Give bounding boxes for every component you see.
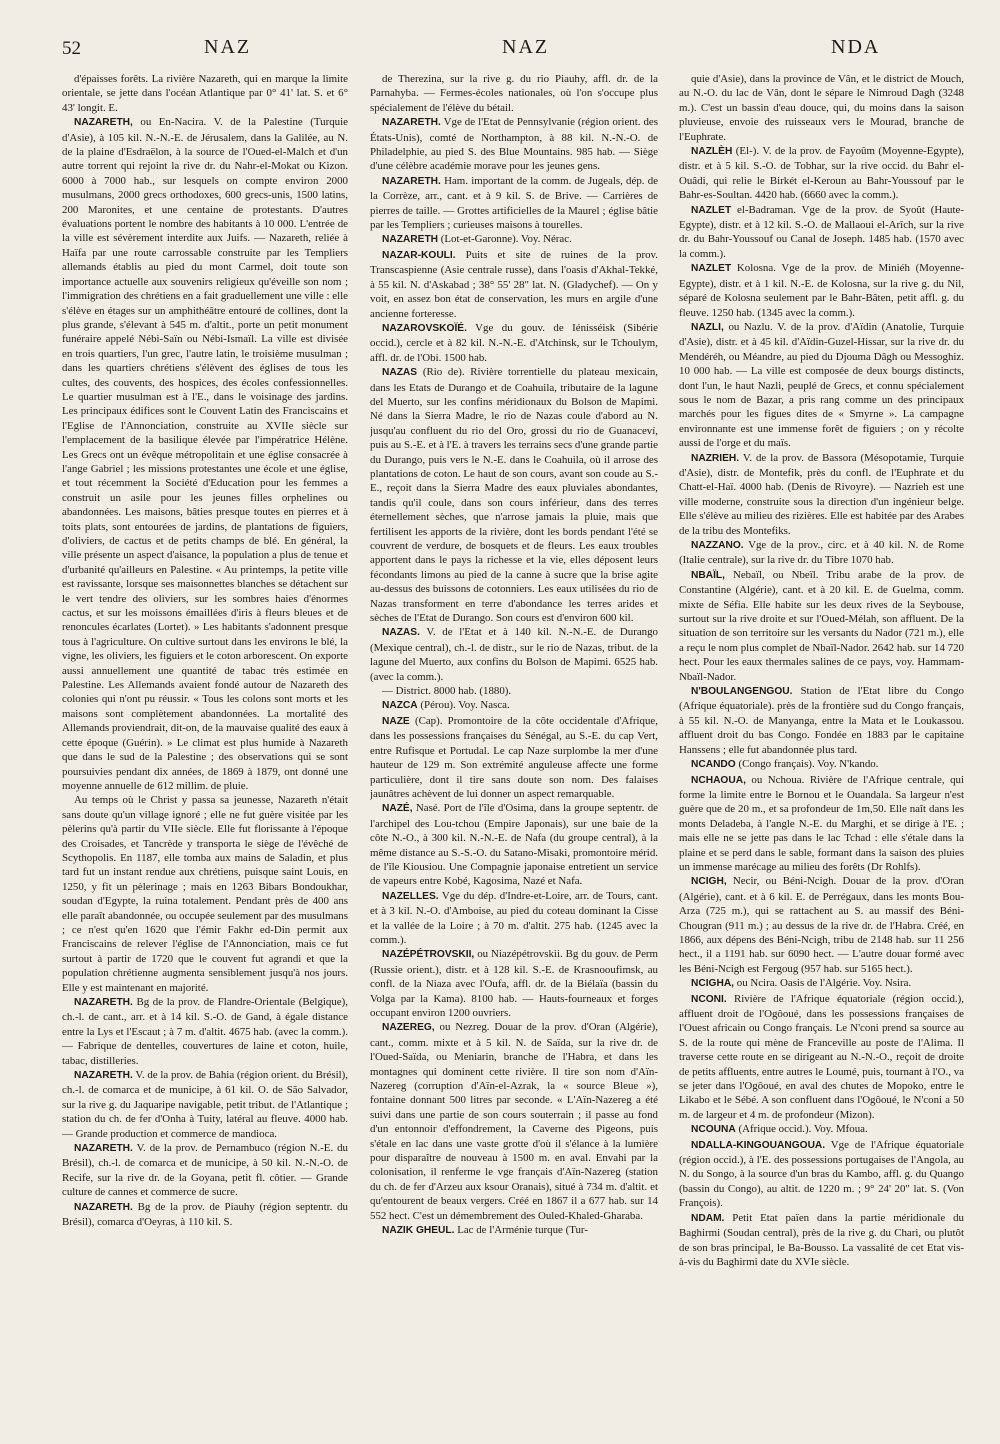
entry-headword: NAZARETH. — [74, 1070, 133, 1082]
entry-text: Bg de la prov. de Piauhy (région septentr. du Brésil), comarca d'Oeyras, à 110 kil. S. — [62, 1200, 348, 1229]
entry-text: — District. 8000 hab. (1880). — [382, 685, 512, 698]
entry-headword: NAZLET — [691, 204, 732, 216]
entry-text: Nebaïl, ou Nbeïl. Tribu arabe de la prov. de Constantine (Algérie), cant. et à 20 kil. E. de Guelma, comm. mixte de Séfia. Elle habite sur les deux rives de la Seybouse, surtout sur la rive droite et sur l'Oued-Mélah, son affluent. De la situation de son territoire sur les versants du Nador (721 m.), elle a reçu le nom plus complet de Nbaïl-Nador. 2642 hab. sur 14 720 hect. Pour les eaux thermales salines de ce pays, voy. Hammam-Nbaïl-Nador. — [679, 568, 964, 683]
running-head-right: NDA — [831, 36, 881, 58]
entry-text: Vge du gouv. de Iénisséisk (Sibérie occid.), cercle et à 82 kil. N.-N.-E. d'Atchinsk, sur le Tchoulym, affl. dr. de l'Obi. 1500 hab. — [370, 321, 658, 364]
entry-headword: NAZARETH — [382, 234, 439, 246]
entry-text: d'épaisses forêts. La rivière Nazareth, qui en marque la limite orientale, se jette dans l'océan Atlantique par 0° 41' lat. S. et 6° 43' longit. E. — [62, 73, 348, 114]
entry-headword: NCIGH, — [691, 876, 727, 888]
dictionary-entry — [679, 1122, 964, 1137]
entry-text: Au temps où le Christ y passa sa jeunesse, Nazareth n'était sans doute qu'un village ignoré ; elle ne fut guère visitée par les pèlerins qu'à partir du VIIe siècle. Elle fut florissante à l'époque des Croisades, et Tancrède y transporta le siège de l'évêché de Scythopolis. En 1187, elle tomba aux mains de Saladin, et plus tard fut un instant rendue aux chrétiens, puisque saint Louis, en 1250, y fit un pèlerinage ; mais en 1263 Bibars Bondoukhar, soudan d'Egypte, la ruina totalement. Pendant près de 400 ans elle paraît abandonnée, ou occupée seulement par des musulmans ; ce n'est qu'en 1620 que l'émir Fakhr ed-Din permit aux Franciscains de relever l'église de l'Annonciation, mais ce fut surtout à partir de 1720 que le couvent fut agrandi et que la population chrétienne augmenta sensiblement jusqu'à nos jours. Elle y est maintenant en majorité. — [62, 794, 348, 994]
entry-text: Puits et site de ruines de la prov. Transcaspienne (Asie centrale russe), dans l'oasis d'Akhal-Tekké, à 55 kil. N. d'Askabad ; 38° 55' 28" lat. N. (Gladychef). — On y voit, en assez bon état de conservation, les murs en argile d'une ancienne forteresse. — [370, 248, 658, 320]
entry-headword: NDAM. — [691, 1212, 725, 1224]
entry-headword: NAZARETH, — [74, 117, 133, 129]
entry-headword: NAZARETH. — [382, 117, 441, 129]
entry-text: el-Badraman. Vge de la prov. de Syoût (Haute-Egypte), distr. et à 12 kil. S.-O. de Mallaoui el-Arîch, sur la rive dr. du Bahr-Youssouf ou Canal de Joseph. 1485 hab. (1570 avec la comm.). — [679, 203, 964, 260]
dictionary-entry — [370, 889, 658, 948]
dictionary-entry — [370, 1020, 658, 1223]
entry-headword: NCANDO — [691, 759, 736, 771]
entry-text: (Congo français). Voy. N'kando. — [738, 758, 879, 771]
dictionary-entry — [370, 174, 658, 233]
entry-text: Ham. important de la comm. de Jugeals, dép. de la Corrèze, arr., cant. et à 9 kil. S. de Brive. — Carrières de pierres de taille. — Grottes artificielles de la Maurel ; église bâtie par les Templiers ; curieuses maisons à tourelles. — [370, 174, 658, 232]
entry-headword: NAZIK GHEUL. — [382, 1225, 455, 1237]
entry-text: Vge de la prov., circ. et à 40 kil. N. de Rome (Italie centrale), sur la rive dr. du Tibre 1070 hab. — [679, 539, 964, 567]
dictionary-entry — [370, 625, 658, 684]
entry-text: Vge du dép. d'Indre-et-Loire, arr. de Tours, cant. et à 3 kil. N.-O. d'Amboise, au pied du coteau dominant la Cisse et la vallée de la Loire ; à 70 m. d'altit. 275 hab. (1245 avec la comm.). — [370, 889, 658, 946]
running-head-center: NAZ — [502, 36, 550, 58]
entry-text: V. de la prov. de Pernambuco (région N.-E. du Brésil), ch.-l. de comarca et de municipe, à 50 kil. N.-N.-O. de Recife, sur la rive dr. de la Goyana, petit fl. côtier. — Grande culture de cannes et commerce de sucre. — [62, 1142, 348, 1199]
entry-headword: NAZAR-KOULI. — [382, 249, 456, 261]
page-number: 52 — [62, 38, 81, 59]
dictionary-entry — [62, 1200, 348, 1230]
entry-headword: NAZCA — [382, 700, 418, 712]
dictionary-entry — [370, 684, 658, 698]
dictionary-entry — [679, 261, 964, 320]
dictionary-entry — [370, 698, 658, 713]
entry-text: (Lot-et-Garonne). Voy. Nérac. — [440, 233, 572, 246]
entry-headword: NAZLI, — [691, 321, 724, 333]
dictionary-entry — [679, 976, 964, 991]
dictionary-entry — [370, 714, 658, 801]
entry-text: (Cap). Promontoire de la côte occidentale d'Afrique, dans les possessions françaises du Sénégal, au S.-E. du cap Vert, entre Rufisque et Portudal. Le cap Naze surplombe la mer d'une hauteur de 129 m. Son extrémité anguleuse affecte une forme particulière, dont il tire sans doute son nom. Des falaises jaunâtres achèvent de lui donner un aspect remarquable. — [370, 714, 658, 800]
entry-text: V. de la prov. de Bassora (Mésopotamie, Turquie d'Asie), distr. de Montefik, près du confl. de l'Euphrate et du Chatt-el-Haï. 4000 hab. (Denis de Rivoyre). — Nazrieh est une ville moderne, construite sous la direction d'un ingénieur belge. Elle s'élève au milieu des rizières. Elle est habitée par des Arabes de la tribu des Montefiks. — [679, 451, 964, 537]
entry-text: (El-). V. de la prov. de Fayoûm (Moyenne-Egypte), distr. et à 5 kil. S.-O. de Tobhar, sur la rive occid. du Bahr el-Ouâdi, qui relie le Birkét el-Keroun au Bahr-Youssouf par le Bahr-es-Soultan. 4420 hab. (6660 avec la comm.). — [679, 145, 964, 202]
entry-text: Vge de l'Afrique équatoriale (région occid.), à l'E. des possessions portugaises de l'Angola, au N. du Songo, à la source d'un bras du Kambo, affl. g. du Quango (bassin du Congo), au altit. de 1220 m. ; 9° 24' 20" lat. S. (Von François). — [679, 1138, 964, 1210]
dictionary-entry — [679, 144, 964, 203]
entry-text: (Pérou). Voy. Nasca. — [420, 699, 510, 712]
entry-text: Petit Etat païen dans la partie méridionale du Baghirmi (Soudan central), près de la rive g. du Chari, ou plutôt de son bras principal, le Ba-Bousso. La vassalité de cet Etat vis-à-vis du Baghirmi date du XVIe siècle. — [679, 1211, 964, 1268]
entry-text: Vge de l'Etat de Pennsylvanie (région orient. des États-Unis), comté de Northampton, à 88 kil. N.-N.-O. de Philadelphie, au pied S. des Blue Mountains. 985 hab. — Siège d'une célèbre académie morave pour les jeunes gens. — [370, 116, 658, 173]
entry-headword: NCHAOUA, — [691, 774, 746, 786]
dictionary-entry — [62, 72, 348, 115]
dictionary-entry — [62, 1068, 348, 1141]
dictionary-entry — [370, 321, 658, 365]
entry-text: Nasé. Port de l'île d'Osima, dans la groupe septentr. de l'archipel des Lou-tchou (Empire Japonais), sur une baie de la côte N.-O., à 300 kil. N.-N.-E. de Nafa (du groupe central), à la même distance au S.-S.-O. du Satano-Misaki, promontoire mérid. de l'île Kiousiou. Une Compagnie japonaise entretient un service de vapeurs entre Kobé, Kagosima, Nazé et Nafa. — [370, 802, 658, 888]
entry-text: ou En-Nacira. V. de la Palestine (Turquie d'Asie), à 105 kil. N.-N.-E. de Jérusalem, dans la Galilée, au N. de la plaine d'Esdraëlon, à la source de l'Oued-el-Malch et d'un autre torrent qui rejoint la rive dr. du Nahr-el-Mokat ou Kizon. 6000 à 7000 hab., sur lesquels on compte environ 2000 musulmans, 2000 grecs orthodoxes, 600 grecs-unis, 1500 latins, 200 Maronites, et une centaine de protestants. D'autres évaluations portent le nombre des habitants à 10 000. L'entrée de la ville est sévèrement interdite aux Juifs. — Nazareth, reliée à Haïfa par une route carrossable construite par les Templiers allemands établis au pied du mont Carmel, doit toute son importance actuelle aux souvenirs religieux qu'éveille son nom ; l'immigration des chrétiens en a fait graduellement une ville : elle s'élève en étages sur un amphithéâtre entouré de collines, dont la plus grande, s'élevant à 545 m. d'altit., porte un petit monument funéraire appelé Nébi-Saïn ou Nébi-Ismaïl. La ville est divisée en trois quartiers, l'un grec, l'autre latin, le troisième musulman ; dans les quartiers chrétiens s'élèvent des églises de tous les cultes, des couvents, des hospices, des écoles confessionnelles. Le quartier musulman est à l'E., dans le voisinage des jardins. Les principaux édifices sont le Couvent Latin des Franciscains et l'Eglise de l'Annonciation, construite au XVIIe siècle sur l'emplacement de la basilique élevée par l'impératrice Hélène. Les Grecs ont un évêque métropolitain et une église consacrée à l'ange Gabriel ; les missions protestantes une école et une église, et tout récemment la Société d'Education pour les femmes a construit un asile pour les jeunes filles orphelines ou abandonnées. Les maisons, bâties presque toutes en pierres et à toits plats, sont entourées de jardins, de plantations de figuiers, d'oliviers, de cactus et de petits champs de blé. En général, la ville présente un aspect d'aisance, la population a plus de tenue et d'urbanité qu'ailleurs en Palestine. « Au printemps, la petite ville est ravissante, lorsque ses maisonnettes blanches se détachent sur le vert tendre des oliviers, sur les sombres haies d'énormes cactus, et sur les moissons émaillées d'iris à fleurs bleues et de renoncules écarlates (Lortet). » Les habitants s'adonnent presque tous à l'agriculture. On cultive surtout dans les environs le blé, la vigne, les oliviers, les figuiers et le coton arborescent. On exporte aussi annuellement une quantité de tabac très estimée en Palestine. Les Allemands avaient fondé autour de Nazareth des colonies qui n'ont pu réussir. « Tous les colons sont morts et les maisons sont complètement abandonnées. La mortalité des Allemands proviendrait, dit-on, de la mauvaise qualité des eaux à cette époque (Guérin). » Le climat est plus humide à Nazareth que dans le sud de la Palestine ; des observations qui se sont poursuivies pendant dix années, de 1869 à 1879, ont donné une moyenne annuelle de 612 millim. de pluie. — [62, 116, 348, 792]
dictionary-entry — [679, 874, 964, 976]
text-column-1 — [62, 72, 348, 1424]
entry-headword: NAZARETH. — [382, 175, 441, 187]
dictionary-entry — [62, 1141, 348, 1200]
entry-headword: N'BOULANGENGOU. — [691, 686, 793, 698]
entry-headword: NAZAROVSKOÏÉ. — [382, 322, 467, 334]
entry-text: Station de l'Etat libre du Congo (Afrique équatoriale). près de la frontière sud du Congo français, à 55 kil. N.-O. de Manyanga, entre la Mata et le Loukassou. affluent droit du bas Congo. Fondée en 1883 par le capitaine Hanssens ; elle fut abandonnée plus tard. — [679, 685, 964, 756]
dictionary-entry — [679, 203, 964, 262]
entry-text: Bg de la prov. de Flandre-Orientale (Belgique), ch.-l. de cant., arr. et à 14 kil. S.-O. de Gand, à égale distance entre la Lys et l'Escaut ; à 7 m. d'altit. 4675 hab. (avec la comm.). — Fabrique de dentelles, couvertures de laine et coton, huile, tabac, distilleries. — [62, 996, 348, 1067]
entry-text: Lac de l'Arménie turque (Tur- — [457, 1224, 588, 1237]
dictionary-entry — [370, 1223, 658, 1238]
dictionary-entry — [370, 232, 658, 247]
entry-headword: NDALLA-KINGOUANGOUA. — [691, 1139, 826, 1151]
entry-headword: NBAÏL, — [691, 569, 725, 581]
entry-text: ou Nchoua. Rivière de l'Afrique centrale, qui forme la limite entre le Bornou et le Ouandala. Sa largeur n'est guère que de 20 m., et sa profondeur de 1m,50. Elle naît dans les monts Deladeba, à l'angle N.-E. du Marghi, et se dirige à l'E. ; mais elle ne se jette pas dans le lac Tchad : elle s'étale dans la plaine et se perd dans le sable, formant dans la saison des pluies un immense marécage au milieu des forêts (Dr Rohlfs). — [679, 773, 964, 873]
entry-text: Kolosna. Vge de la prov. de Miniéh (Moyenne-Egypte), distr. et à 1 kil. N.-E. de Kolosna, sur la rive g. du Nil, séparé de Kolosna seulement par le Bahr-Bâten, petit affl. g. du fleuve. 1250 hab. (1345 avec la comm.). — [679, 262, 964, 319]
page-header — [0, 34, 1000, 64]
entry-headword: NAZLET — [691, 263, 732, 275]
entry-headword: NAZELLES. — [382, 890, 439, 902]
dictionary-entry — [62, 995, 348, 1068]
dictionary-entry — [370, 365, 658, 625]
entry-text: de Therezina, sur la rive g. du rio Piauhy, affl. dr. de la Parnahyba. — Fermes-écoles nationales, où l'on s'occupe plus spécialement de l'élève du bétail. — [370, 73, 658, 114]
entry-headword: NAZARETH. — [74, 1143, 133, 1155]
dictionary-entry — [679, 568, 964, 684]
dictionary-entry — [370, 115, 658, 174]
entry-headword: NAZARETH. — [74, 1201, 133, 1213]
dictionary-entry — [370, 947, 658, 1020]
dictionary-entry — [370, 248, 658, 321]
entry-text: V. de la prov. de Bahia (région orient. du Brésil), ch.-l. de comarca et de municipe, à 61 kil. O. de São Salvador, sur la rive g. du Jaquaripe navigable, petit tribut. de l'Atlantique ; station du ch. de fer d'Onha à Tuity, latéral au fleuve. 4000 hab. — Grande production et commerce de mandioca. — [62, 1069, 348, 1140]
entry-headword: NAZÉPÉTROVSKII, — [382, 949, 475, 961]
dictionary-entry — [679, 992, 964, 1123]
entry-text: ou Nazlu. V. de la prov. d'Aïdin (Anatolie, Turquie d'Asie), distr. et à 45 kil. d'Aïdin-Guzel-Hissar, sur la rive dr. du Mendéréh, ou Méandre, au pied du Djouma Dâgh ou Messoghiz. 10 000 hab. — La ville est composée de deux bourgs distincts, dont l'un, le haut Nazli, peuplé de Grecs, et connu spécialement sous le nom de Bazar, a pris rang comme un des principaux marchés pour les figues dites de « Smyrne ». La campagne environnante est une immense forêt de figuiers ; on y récolte aussi de l'orge et du maïs. — [679, 320, 964, 450]
dictionary-entry — [679, 451, 964, 538]
entry-text: (Afrique occid.). Voy. Mfoua. — [738, 1123, 868, 1136]
entry-headword: NAZAS. — [382, 627, 420, 639]
running-head-left: NAZ — [204, 36, 252, 58]
dictionary-entry — [370, 72, 658, 115]
dictionary-entry — [679, 773, 964, 875]
entry-text: ou Nezreg. Douar de la prov. d'Oran (Algérie), cant., comm. mixte et à 5 kil. N. de Saïda, sur la rive dr. de l'Oued-Saïda, ou Meniarin, branche de l'Habra, et dans les montagnes qui dominent cette rivière. Il tire son nom d'Aïn-Nazereg (corruption d'Aïn-el-Azrak, la « source Bleue »), fontaine donnant 500 litres par seconde. « L'Aïn-Nazereg a été suivi dans une partie de son cours souterrain ; il passe au fond d'un entonnoir d'effondrement, la Caverne des Pigeons, puis s'étale en lac dans une vaste grotte d'où il s'élance à la lumière pour disparaître de nouveau à 1500 m. en aval. Envahi par la colonisation, il renferme le vge français d'Aïn-Nazereg (station du ch. de fer d'Arzeu aux ksour Oranais), situé à 734 m. d'altit. et qu'entourent de beaux vergers. Créé en 1867 il a 677 hab. sur 14 552 hect. C'est un démembrement des Ouled-Khaled-Gharaba. — [370, 1021, 658, 1222]
dictionary-entry — [62, 793, 348, 995]
text-column-3 — [679, 72, 964, 1424]
text-column-2 — [370, 72, 658, 1424]
entry-headword: NAZRIEH. — [691, 452, 740, 464]
entry-text: ou Niazépétrovskii. Bg du gouv. de Perm (Russie orient.), distr. et à 128 kil. S.-E. de Krasnooufimsk, au confl. de la Niaza avec l'Oufa, affl. dr. de la Biélaïa (bassin du Volga par la Kama). 8100 hab. — Hauts-fourneaux et forges occupant environ 1200 ouvriers. — [370, 948, 658, 1019]
entry-text: V. de l'Etat et à 140 kil. N.-N.-E. de Durango (Mexique central), ch.-l. de distr., sur le rio de Nazas, tribut. de la lagune del Muerto, aux confins du Bolson de Mapimi. 6525 hab. (avec la comm.). — [370, 626, 658, 683]
entry-text: ou Ncira. Oasis de l'Algérie. Voy. Nsira. — [736, 977, 912, 990]
entry-headword: NCOUNA — [691, 1124, 736, 1136]
dictionary-entry — [679, 538, 964, 568]
entry-headword: NAZAS — [382, 367, 418, 379]
entry-text: Rivière de l'Afrique équatoriale (région occid.), affluent droit de l'Ogôoué, dans les possessions françaises de l'Ouest africain ou Congo français. Le N'coni prend sa source au S. de la route qui mène de Franceville au poste de l'Alima. Il traverse cette route en se dirigeant au N.-N.-O., reçoit de droite de petits affluents, entre autres le Loumé, puis, tournant à l'O., va se jeter dans l'Ogôoué, en aval des chutes de Mopoko, entre le Likabo et le Sébé. A son confluent dans l'Ogôoué, le N'coni a 50 m. de largeur et 4 m. de profondeur (Mizon). — [679, 992, 964, 1121]
entry-headword: NAZEREG, — [382, 1022, 435, 1034]
entry-headword: NCIGHA, — [691, 978, 735, 990]
dictionary-entry — [679, 72, 964, 144]
entry-headword: NAZE — [382, 715, 410, 727]
entry-text: Necir, ou Béni-Ncigh. Douar de la prov. d'Oran (Algérie), cant. et à 6 kil. E. de Perrégaux, dans les monts Bou-Arza (725 m.), qui se rattachent au S. au massif des Béni-Chougran (911 m.) ; au dessus de la rive dr. de l'Habra. Créé, en 1866, aux dépens des Béni-Ncigh, tribu de 2148 hab. sur 11 256 hect., il a 1191 hab. sur 6090 hect. — L'autre douar formé avec les Béni-Ncigh est Fergoug (957 hab. sur 5165 hect.). — [679, 875, 964, 975]
dictionary-entry — [370, 801, 658, 888]
dictionary-entry — [679, 684, 964, 757]
entry-text: quie d'Asie), dans la province de Vân, et le district de Mouch, au N.-O. du lac de Vân, dont le sépare le Nimroud Dagh (3248 m.). C'est un bassin d'eau douce, qui, du moins dans la saison pluvieuse, envoie des ruisseaux vers le Mourad, branche de l'Euphrate. — [679, 73, 964, 143]
dictionary-entry — [679, 320, 964, 451]
entry-text: (Rio de). Rivière torrentielle du plateau mexicain, dans les Etats de Durango et de Coahuila, tributaire de la lagune del Muerto, sur les confins méridionaux du Bolson de Mapimi. Né dans la Sierra Madre, le rio de Nazas coule d'abord au N. jusqu'au confluent du rio del Oro, grossi du rio de Guanaceví, puis au S.-E. et à l'E. à travers les terrains secs d'une grande partie du Durango, puis vers le N.-E. dans le Coahuila, où il arrose des plantations de coton. Le haut de son cours, avant son coude au S.-E., reçoit dans la Sierra Madre des eaux pluviales abondantes, tandis qu'il coule, dans son cours inférieur, dans des terres éternellement sèches, que n'arrose jamais la pluie, mais que fertilisent les apports de la rivière, dont les bords pendant l'été se couvrent de verdure, de bosquets et de fleurs. Les eaux troubles apportent dans le pays la richesse et la vie, elles déposent leurs fécondants limons au pied de la canne à sucre que la brise agite au-dessus des buissons de cotonniers. Les eaux utilisées du rio de Nazas transforment en terre d'abondance les terres arides et sèches de l'Etat de Durango. Son cours est d'environ 600 kil. — [370, 366, 658, 625]
entry-headword: NAZARETH. — [74, 997, 133, 1008]
entry-headword: NAZLÈH — [691, 146, 733, 158]
dictionary-entry — [679, 1138, 964, 1211]
entry-headword: NCONI. — [691, 993, 727, 1005]
entry-headword: NAZÉ, — [382, 803, 413, 815]
dictionary-entry — [62, 115, 348, 793]
entry-headword: NAZZANO. — [691, 540, 744, 551]
dictionary-entry — [679, 1211, 964, 1270]
dictionary-entry — [679, 757, 964, 772]
